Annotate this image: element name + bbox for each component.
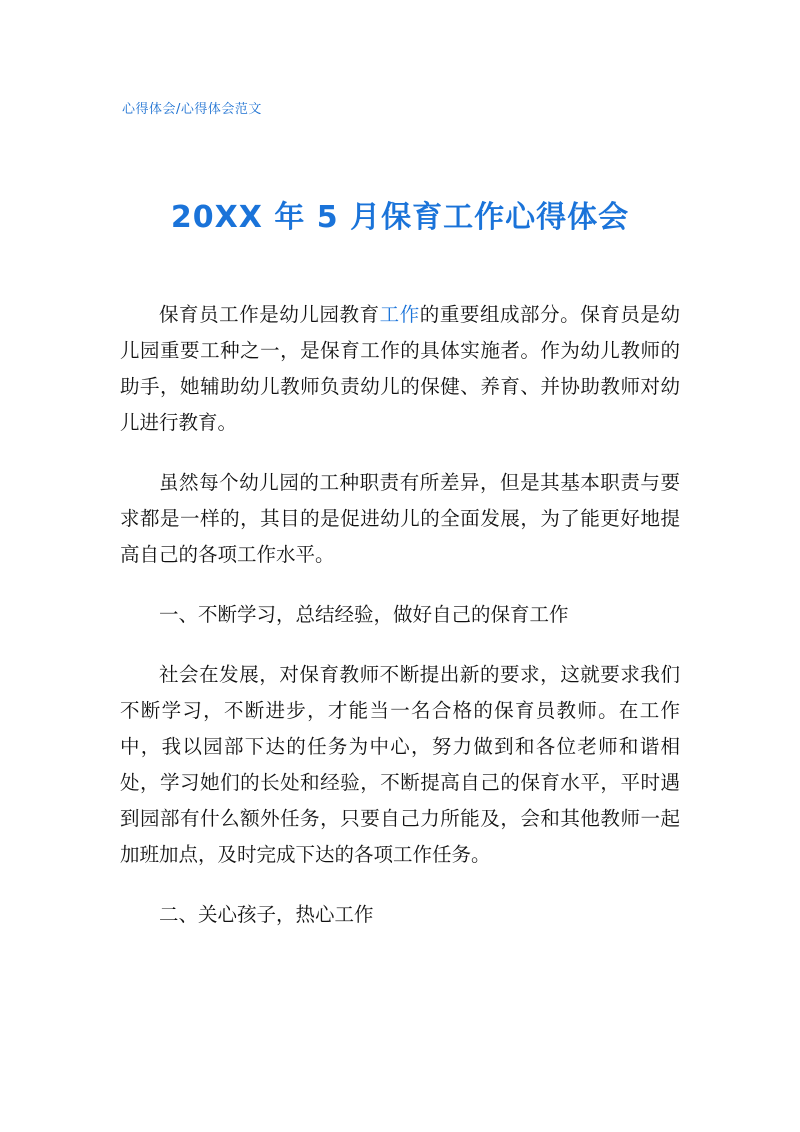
section-heading-1: 一、不断学习，总结经验，做好自己的保育工作 xyxy=(159,603,569,626)
page-title: 20XX 年 5 月保育工作心得体会 xyxy=(170,200,630,235)
section-heading-2: 二、关心孩子，热心工作 xyxy=(159,903,374,926)
breadcrumb-separator: / xyxy=(176,102,181,117)
paragraph-1-text-start: 保育员工作是幼儿园教育 xyxy=(159,303,380,326)
paragraph-3: 社会在发展，对保育教师不断提出新的要求，这就要求我们不断学习，不断进步，才能当一名合格的保育员教师。在工作中，我以园部下达的任务为中心，努力做到和各位老师和谐相处，学习她们的长处和经验，不断提高自己的保育水平，平时遇到园部有什么额外任务，只要自己力所能及，会和其他教师一起加班加点，及时完成下达的各项工作任务。 xyxy=(120,663,680,866)
breadcrumb-link-category[interactable]: 心得体会 xyxy=(122,102,177,117)
paragraph-2: 虽然每个幼儿园的工种职责有所差异，但是其基本职责与要求都是一样的，其目的是促进幼儿的全面发展，为了能更好地提高自己的各项工作水平。 xyxy=(120,471,680,566)
breadcrumb-link-subcategory[interactable]: 心得体会范文 xyxy=(180,102,262,117)
inline-link-work[interactable]: 工作 xyxy=(379,303,420,326)
paragraph-1 xyxy=(120,297,680,441)
breadcrumb xyxy=(122,98,262,117)
article-body xyxy=(120,297,680,957)
paragraph-1-text-end: 的重要组成部分。保育员是幼儿园重要工种之一，是保育工作的具体实施者。作为幼儿教师的助手，她辅助幼儿教师负责幼儿的保健、养育、并协助教师对幼儿进行教育。 xyxy=(120,303,680,434)
